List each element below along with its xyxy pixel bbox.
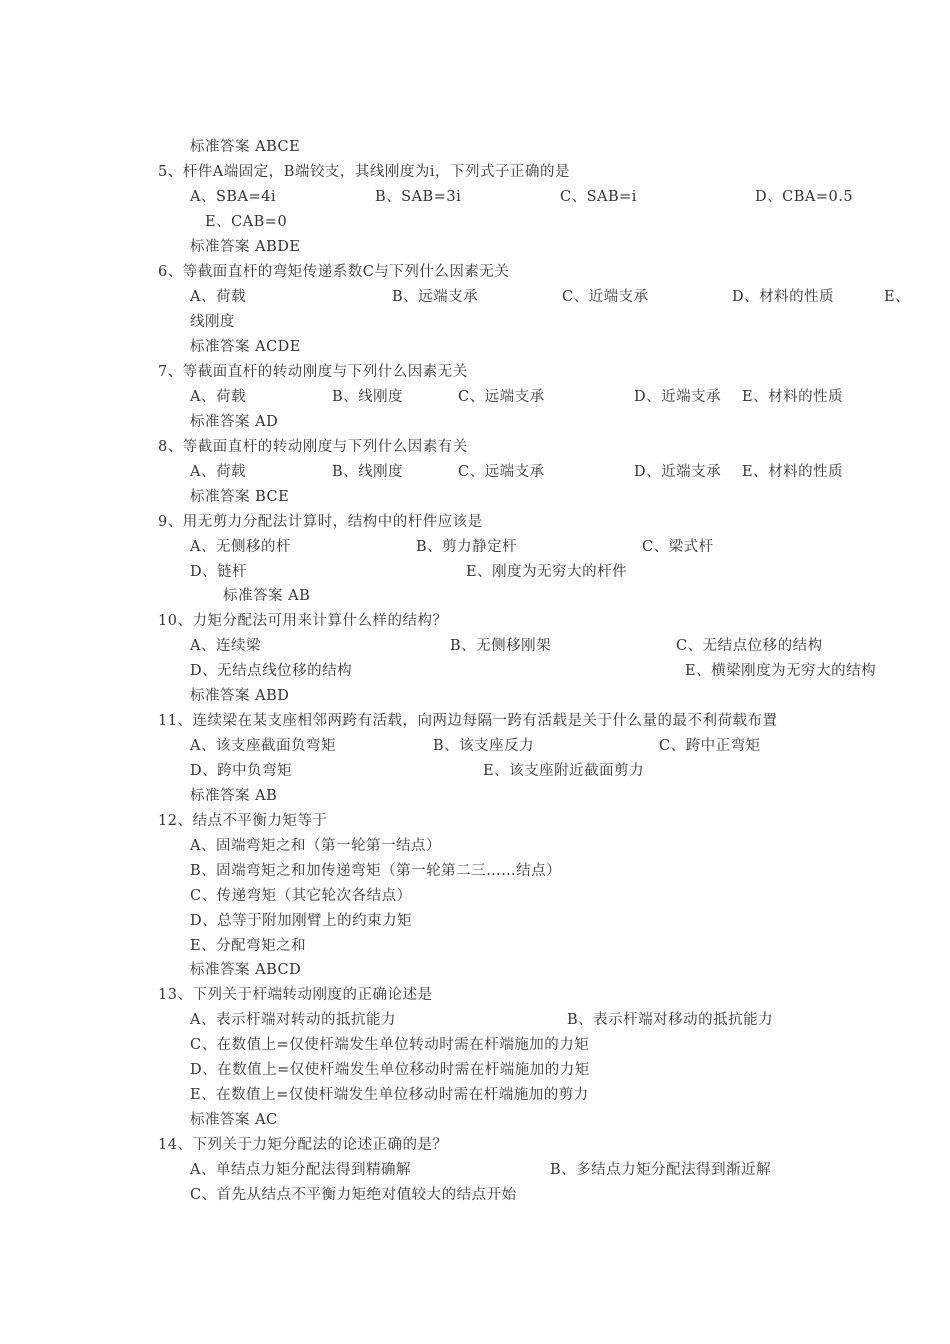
- answer-q10: 标准答案 ABD: [190, 688, 290, 704]
- q13-option-c: C、在数值上=仅使杆端发生单位转动时需在杆端施加的力矩: [190, 1037, 590, 1053]
- q9-option-d: D、链杆: [190, 564, 248, 580]
- question-11: 11、连续梁在某支座相邻两跨有活载，向两边每隔一跨有活载是关于什么量的最不利荷载布置: [158, 713, 778, 729]
- answer-q11: 标准答案 AB: [190, 788, 278, 804]
- q12-option-b: B、固端弯矩之和加传递弯矩（第一轮第二三……结点）: [190, 863, 562, 879]
- question-12: 12、结点不平衡力矩等于: [158, 813, 328, 829]
- q7-option-d: D、近端支承: [634, 389, 722, 405]
- q13-option-e: E、在数值上=仅使杆端发生单位移动时需在杆端施加的剪力: [190, 1087, 589, 1103]
- q12-option-a: A、固端弯矩之和（第一轮第一结点）: [190, 838, 441, 854]
- q12-option-d: D、总等于附加刚臂上的约束力矩: [190, 913, 413, 929]
- q14-option-c: C、首先从结点不平衡力矩绝对值较大的结点开始: [190, 1187, 517, 1203]
- answer-q13: 标准答案 AC: [190, 1112, 278, 1128]
- question-7: 7、等截面直杆的转动刚度与下列什么因素无关: [158, 364, 468, 380]
- q10-option-e: E、横梁刚度为无穷大的结构: [685, 663, 877, 679]
- q10-option-c: C、无结点位移的结构: [676, 638, 823, 654]
- q7-option-e: E、材料的性质: [742, 389, 844, 405]
- q6-option-c: C、近端支承: [562, 289, 649, 305]
- q6-option-d: D、材料的性质: [732, 289, 835, 305]
- q10-option-d: D、无结点线位移的结构: [190, 663, 353, 679]
- question-14: 14、下列关于力矩分配法的论述正确的是？: [158, 1137, 448, 1153]
- q8-option-b: B、线刚度: [332, 464, 404, 480]
- q5-option-d: D、CBA=0.5: [755, 189, 854, 205]
- q14-option-b: B、多结点力矩分配法得到渐近解: [550, 1162, 772, 1178]
- q6-option-a: A、荷载: [190, 289, 246, 305]
- q11-option-e: E、该支座附近截面剪力: [483, 763, 645, 779]
- answer-q7: 标准答案 AD: [190, 414, 279, 430]
- q11-option-c: C、跨中正弯矩: [659, 738, 761, 754]
- q9-option-b: B、剪力静定杆: [416, 539, 518, 555]
- q5-option-a: A、SBA=4i: [190, 189, 277, 205]
- answer-q4: 标准答案 ABCE: [190, 139, 301, 155]
- question-8: 8、等截面直杆的转动刚度与下列什么因素有关: [158, 439, 468, 455]
- q11-option-b: B、该支座反力: [433, 738, 535, 754]
- q8-option-c: C、远端支承: [458, 464, 545, 480]
- q10-option-b: B、无侧移刚架: [450, 638, 552, 654]
- q11-option-d: D、跨中负弯矩: [190, 763, 293, 779]
- q9-option-c: C、梁式杆: [642, 539, 714, 555]
- q7-option-a: A、荷载: [190, 389, 246, 405]
- q9-option-a: A、无侧移的杆: [190, 539, 291, 555]
- q6-option-b: B、远端支承: [392, 289, 479, 305]
- answer-q8: 标准答案 BCE: [190, 489, 290, 505]
- q6-option-e: E、: [884, 289, 911, 305]
- question-9: 9、用无剪力分配法计算时，结构中的杆件应该是: [158, 514, 483, 530]
- answer-q6: 标准答案 ACDE: [190, 339, 301, 355]
- question-10: 10、力矩分配法可用来计算什么样的结构？: [158, 613, 448, 629]
- answer-q9: 标准答案 AB: [223, 588, 311, 604]
- answer-q5: 标准答案 ABDE: [190, 239, 301, 255]
- q13-option-b: B、表示杆端对移动的抵抗能力: [567, 1012, 774, 1028]
- question-5: 5、杆件A端固定，B端铰支，其线刚度为i，下列式子正确的是: [158, 164, 570, 180]
- q5-option-b: B、SAB=3i: [375, 189, 462, 205]
- q8-option-d: D、近端支承: [634, 464, 722, 480]
- q6-option-e-cont: 线刚度: [190, 314, 235, 330]
- q7-option-b: B、线刚度: [332, 389, 404, 405]
- q9-option-e: E、刚度为无穷大的杆件: [466, 564, 628, 580]
- question-13: 13、下列关于杆端转动刚度的正确论述是: [158, 987, 433, 1003]
- q10-option-a: A、连续梁: [190, 638, 261, 654]
- q13-option-a: A、表示杆端对转动的抵抗能力: [190, 1012, 396, 1028]
- q12-option-e: E、分配弯矩之和: [190, 938, 307, 954]
- q13-option-d: D、在数值上=仅使杆端发生单位移动时需在杆端施加的力矩: [190, 1062, 590, 1078]
- question-6: 6、等截面直杆的弯矩传递系数C与下列什么因素无关: [158, 264, 510, 280]
- q8-option-a: A、荷载: [190, 464, 246, 480]
- answer-q12: 标准答案 ABCD: [190, 962, 302, 978]
- q5-option-e: E、CAB=0: [205, 214, 288, 230]
- q7-option-c: C、远端支承: [458, 389, 545, 405]
- q12-option-c: C、传递弯矩（其它轮次各结点）: [190, 888, 412, 904]
- q5-option-c: C、SAB=i: [560, 189, 637, 205]
- q14-option-a: A、单结点力矩分配法得到精确解: [190, 1162, 411, 1178]
- q8-option-e: E、材料的性质: [742, 464, 844, 480]
- q11-option-a: A、该支座截面负弯矩: [190, 738, 336, 754]
